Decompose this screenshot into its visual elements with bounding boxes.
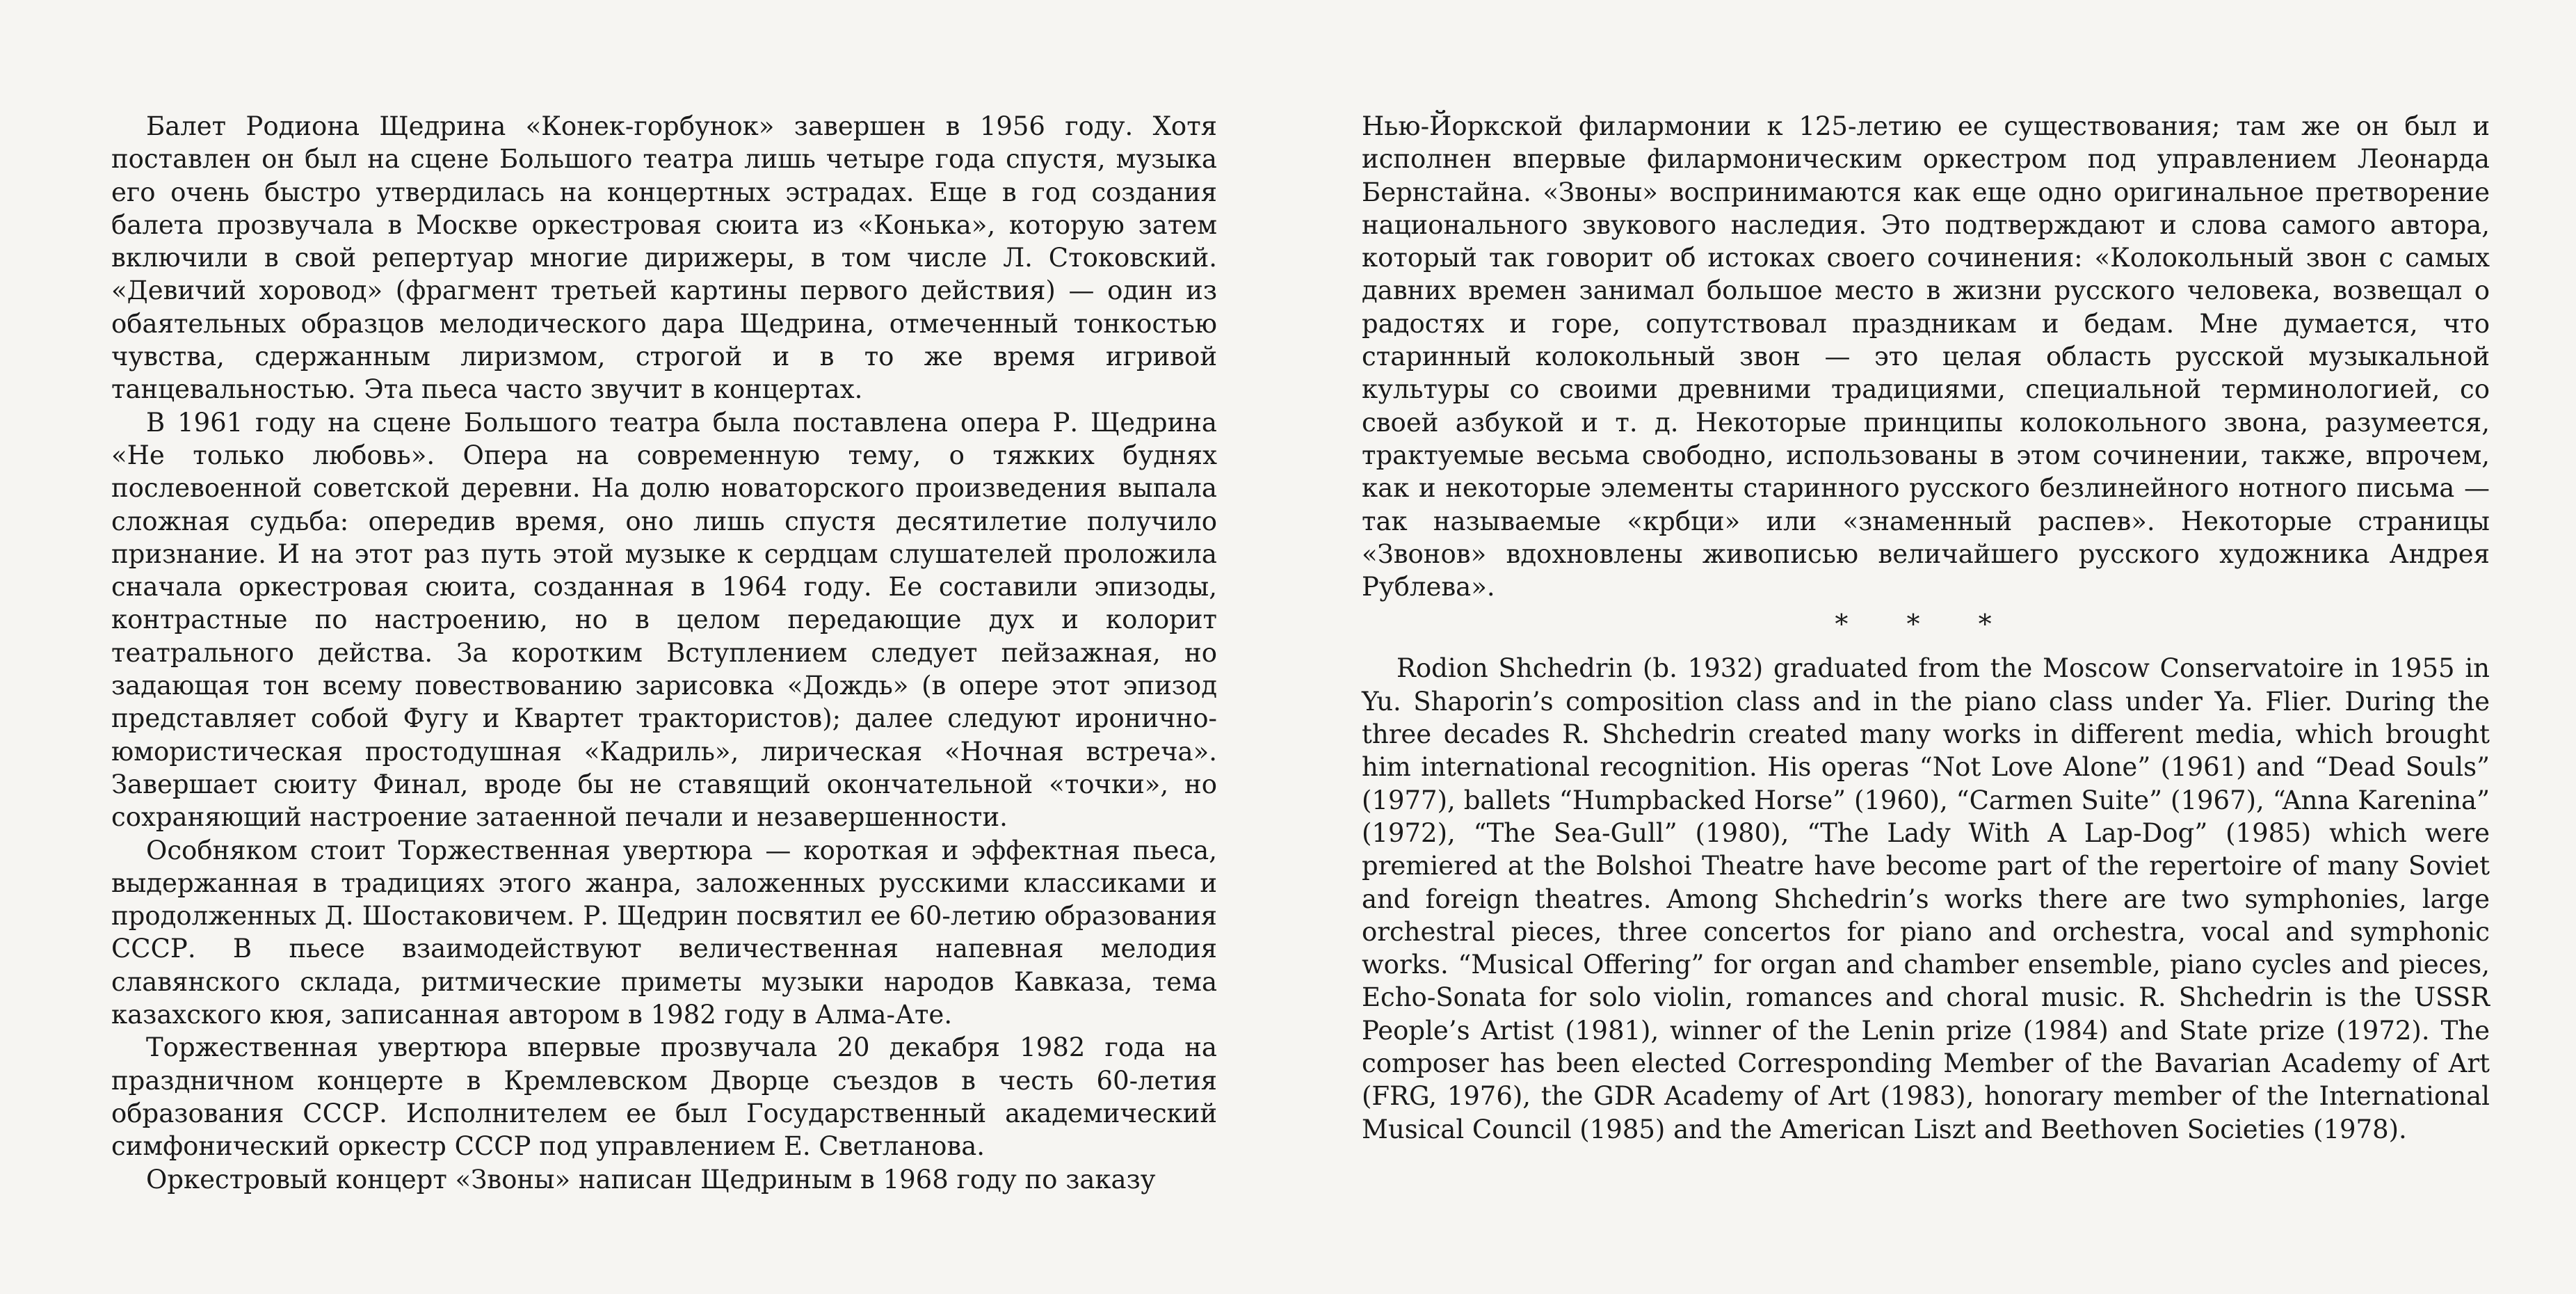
paragraph-ne-tolko-lyubov: В 1961 году на сцене Большого театра была поставлена опера Р. Щедрина «Не только любовь». Опера на современную тему, о тяжких буднях послевоенной советской деревни. На долю новаторского произведения выпала сложная судьба: опередив время, оно лишь спустя десятилетие получило признание. И на этот раз путь этой музыке к сердцам слушателей проложила сначала оркестровая сюита, созданная в 1964 году. Ее составили эпизоды, контрастные по настроению, но в целом передающие дух и колорит театрального действа. За коротким Вступлением следует пейзажная, но задающая тон всему повествованию зарисовка «Дождь» (в опере этот эпизод представляет собой Фугу и Квартет трактористов); далее следуют иронично-юмористическая простодушная «Кадриль», лирическая «Ночная встреча». Завершает сюиту Финал, вроде бы не ставящий окончательной «точки», но сохраняющий настроение затаенной печали и незавершенности. xyxy=(111,407,1217,833)
paragraph-overture-premiere: Торжественная увертюра впервые прозвучала 20 декабря 1982 года на праздничном концерте в Кремлевском Дворце съездов в честь 60-летия образования СССР. Исполнителем ее был Государственный академический симфонический оркестр СССР под управлением Е. Светланова. xyxy=(111,1032,1217,1162)
paragraph-english-biography: Rodion Shchedrin (b. 1932) graduated from the Moscow Conservatoire in 1955 in Yu. Shaporin’s composition class and in the piano class under Ya. Flier. During the three decades R. Shchedrin created many works in different media, which brought him international recognition. His operas “Not Love Alone” (1961) and “Dead Souls” (1977), ballets “Humpbacked Horse” (1960), “Carmen Suite” (1967), “Anna Karenina” (1972), “The Sea-Gull” (1980), “The Lady With A Lap-Dog” (1985) which were premiered at the Bolshoi Theatre have become part of the repertoire of many Soviet and foreign theatres. Among Shchedrin’s works there are two symphonies, large orchestral pieces, three concertos for piano and orchestra, vocal and symphonic works. “Musical Offering” for organ and chamber ensemble, piano cycles and pieces, Echo-Sonata for solo violin, romances and choral music. R. Shchedrin is the USSR People’s Artist (1981), winner of the Lenin prize (1984) and State prize (1972). The composer has been elected Corresponding Member of the Bavarian Academy of Art (FRG, 1976), the GDR Academy of Art (1983), honorary member of the International Musical Council (1985) and the American Liszt and Beethoven Societies (1978). xyxy=(1362,653,2490,1144)
left-page-text xyxy=(111,110,1217,1196)
paragraph-konek-gorbunok: Балет Родиона Щедрина «Конек-горбунок» завершен в 1956 году. Хотя поставлен он был на сцене Большого театра лишь четыре года спустя, музыка его очень быстро утвердилась на концертных эстрадах. Еще в год создания балета прозвучала в Москве оркестровая сюита из «Конька», которую затем включили в свой репертуар многие дирижеры, в том числе Л. Стоковский. «Девичий хоровод» (фрагмент третьей картины первого действия) — один из обаятельных образцов мелодического дара Щедрина, отмеченный тонкостью чувства, сдержанным лиризмом, строгой и в то же время игривой танцевальностью. Эта пьеса часто звучит в концертах. xyxy=(111,111,1217,405)
right-page-text xyxy=(1362,110,2490,1146)
paragraph-zvony-continuation: Нью-Йоркской филармонии к 125-летию ее существования; там же он был и исполнен впервые филармоническим оркестром под управлением Леонарда Бернстайна. «Звоны» воспринимаются как еще одно оригинальное претворение национального звукового наследия. Это подтверждают и слова самого автора, который так говорит об истоках своего сочинения: «Колокольный звон с самых давних времен занимал большое место в жизни русского человека, возвещал о радостях и горе, сопутствовал праздникам и бедам. Мне думается, что старинный колокольный звон — это целая область русской музыкальной культуры со своими древними традициями, специальной терминологией, со своей азбукой и т. д. Некоторые принципы колокольного звона, разумеется, трактуемые весьма свободно, использованы в этом сочинении, также, впрочем, как и некоторые элементы старинного русского безлинейного нотного письма — так называемые «крбци» или «знаменный распев». Некоторые страницы «Звонов» вдохновлены живописью величайшего русского художника Андрея Рублева». xyxy=(1362,111,2490,602)
section-separator: * * * xyxy=(1835,609,2017,640)
paragraph-festive-overture: Особняком стоит Торжественная увертюра — короткая и эффектная пьеса, выдержанная в традициях этого жанра, заложенных русскими классиками и продолженных Д. Шостаковичем. Р. Щедрин посвятил ее 60-летию образования СССР. В пьесе взаимодействуют величественная напевная мелодия славянского склада, ритмические приметы музыки народов Кавказа, тема казахского кюя, записанная автором в 1982 году в Алма-Ате. xyxy=(111,835,1217,1030)
paragraph-zvony-start: Оркестровый концерт «Звоны» написан Щедриным в 1968 году по заказу xyxy=(146,1164,1156,1195)
